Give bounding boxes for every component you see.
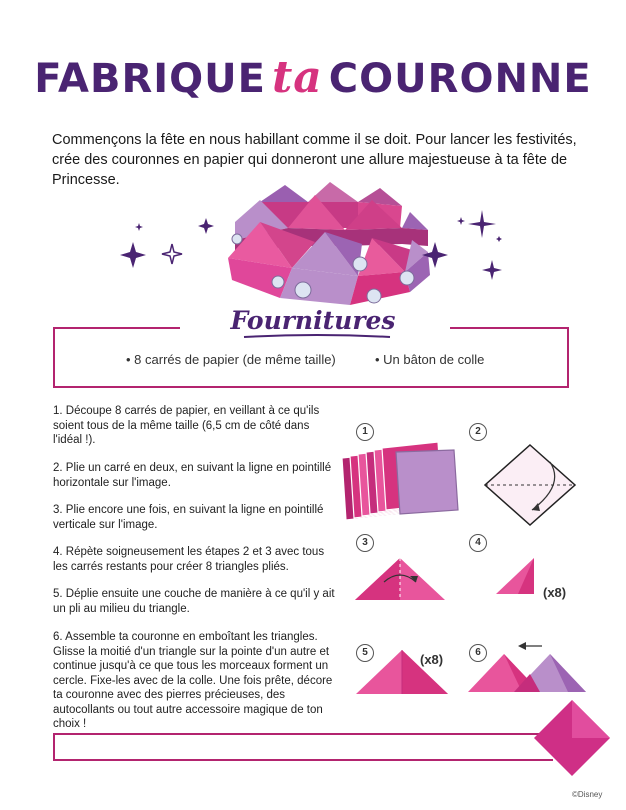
diagram-assembled-triangles [464,640,604,702]
multiplier-label-1: (x8) [543,585,567,600]
diagram-number-3: 3 [356,534,374,552]
supplies-title-underline [242,333,392,339]
step-6: 6. Assemble ta couronne en emboîtant les triangles. Glisse la moitié d'un triangle sur la pointe d'un autre et continue jusqu'à ce que tous les morceaux forment un cercle. Fixe-les avec de la colle. Une fois prête, décore ta couronne avec des pierres précieuses, des autocollants ou tout autre accessoire magique de ton choix ! [53,631,333,730]
diamond-decoration [530,700,614,780]
diagram-number-6: 6 [469,644,487,662]
step-5: 5. Déplie ensuite une couche de manière à ce qu'il y ait un pli au milieu du triangle. [53,588,335,615]
copyright-text: ©Disney [572,790,603,799]
title-part-3: COURONNE [328,56,592,102]
multiplier-label-2: (x8) [420,652,444,667]
supply-item-label: Un bâton de colle [383,352,485,367]
intro-paragraph: Commençons la fête en nous habillant comme il se doit. Pour lancer les festivités, crée des couronnes en papier qui donneront une allure majestueuse à ta fête de Princesse. [52,132,577,188]
supply-item-glue: • Un bâton de colle [375,352,485,367]
step-4: 4. Répète soigneusement les étapes 2 et 3 avec tous les carrés restants pour créer 8 triangles pliés. [53,546,325,573]
diagram-stacked-squares [336,440,466,522]
page-title [0,52,626,103]
supply-item-label: 8 carrés de papier (de même taille) [134,352,336,367]
step-1: 1. Découpe 8 carrés de papier, en veillant à ce qu'ils soient tous de la même taille (6,5 cm de côté dans l'idéal !). [53,405,320,446]
title-part-1: FABRIQUE [34,56,266,102]
diagram-number-5: 5 [356,644,374,662]
diagram-number-2: 2 [469,423,487,441]
supply-item-paper: • 8 carrés de papier (de même taille) [126,352,336,367]
crown-illustration [110,180,520,305]
diagram-number-1: 1 [356,423,374,441]
diagram-diamond-fold [480,440,580,530]
footer-box [53,733,553,761]
diagram-triangle-fold [350,552,450,612]
title-part-2: ta [271,52,323,103]
step-2: 2. Plie un carré en deux, en suivant la ligne en pointillé horizontale sur l'image. [53,462,332,489]
step-3: 3. Plie encore une fois, en suivant la ligne en pointillé verticale sur l'image. [53,504,324,531]
diagram-folded-triangle [488,552,548,602]
supplies-title: Fournitures [230,306,396,335]
diagram-number-4: 4 [469,534,487,552]
